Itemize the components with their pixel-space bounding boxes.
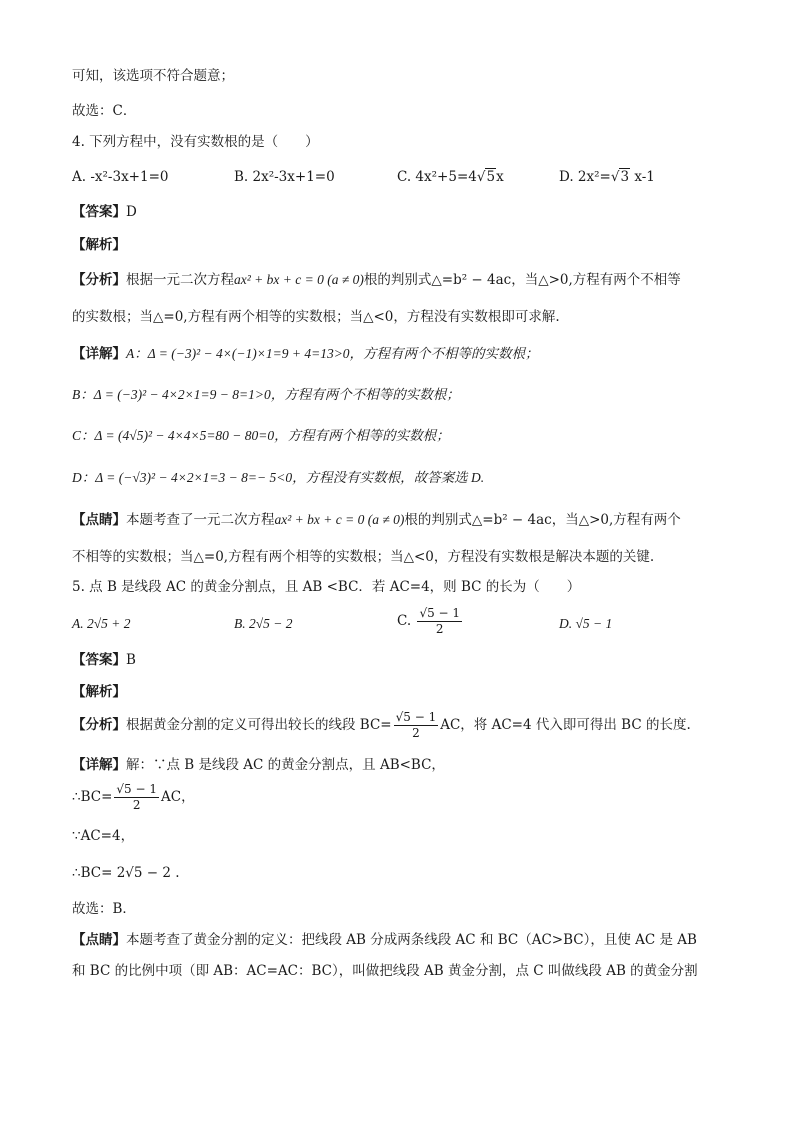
dianjing-text: 本题考查了黄金分割的定义：把线段 AB 分成两条线段 AC 和 BC（AC>BC），且使 AC 是 AB <box>126 932 697 948</box>
fraction-denominator: 2 <box>132 798 141 812</box>
q5-dianjing-line2: 和 BC 的比例中项（即 AB：AC=AC：BC），叫做把线段 AB 黄金分割，点 C 叫做线段 AB 的黄金分割 <box>72 963 698 979</box>
fraction-denominator: 2 <box>435 622 444 636</box>
q5-option-d: D. √5 − 1 <box>559 616 613 631</box>
q4-dianjing-line2: 不相等的实数根；当△=0,方程有两个相等的实数根；当△<0，方程没有实数根是解决本题的关键. <box>72 549 655 565</box>
q4-option-d-pre: D. 2x²= <box>559 169 611 185</box>
q5-option-c <box>397 606 464 637</box>
q4-analysis-heading: 【解析】 <box>72 237 126 253</box>
q4-detail-b: B：Δ = (−3)² − 4×2×1=9 − 8=1>0，方程有两个不相等的实数根； <box>72 387 460 402</box>
question-4-stem: 4. 下列方程中，没有实数根的是（ ） <box>72 134 319 150</box>
answer-value: D <box>126 204 137 220</box>
detail-text: A：Δ = (−3)² − 4×(−1)×1=9 + 4=13>0，方程有两个不相等的实数根； <box>126 346 539 361</box>
q5-detail-4: ∴BC= 2√5 − 2 . <box>72 865 180 881</box>
q4-detail-d: D：Δ = (−√3)² − 4×2×1=3 − 8=− 5<0，方程没有实数根，故答案选 D. <box>72 470 485 485</box>
fenxi-tag: 【分析】 <box>72 272 126 288</box>
q4-detail-c: C：Δ = (4√5)² − 4×4×5=80 − 80=0，方程有两个相等的实数根； <box>72 428 450 443</box>
equation: ax² + bx + c = 0 (a ≠ 0) <box>274 512 405 527</box>
answer-tag: 【答案】 <box>72 652 126 668</box>
detail-text: ∴BC= <box>72 789 113 805</box>
q4-option-c-post: x <box>496 169 504 185</box>
fenxi-tag: 【分析】 <box>72 717 126 733</box>
q5-option-a: A. 2√5 + 2 <box>72 616 131 631</box>
q5-fenxi <box>72 710 691 741</box>
q4-option-c-pre: C. 4x²+5=4 <box>397 169 477 185</box>
q5-dianjing-line1 <box>72 930 697 950</box>
q4-answer <box>72 202 137 222</box>
q4-option-d: D. 2x²=√3 x-1 <box>559 169 655 185</box>
dianjing-tag: 【点睛】 <box>72 932 126 948</box>
q4-fenxi-line1 <box>72 270 681 290</box>
q4-dianjing-line1 <box>72 510 681 530</box>
q4-option-d-radicand: 3 <box>620 169 630 185</box>
dianjing-tag: 【点睛】 <box>72 512 126 528</box>
dianjing-text: 根的判别式△=b² − 4ac，当△>0,方程有两个 <box>404 512 681 528</box>
fraction-denominator: 2 <box>412 726 420 740</box>
q4-option-b: B. 2x²-3x+1=0 <box>234 169 335 185</box>
q4-detail-a <box>72 344 539 364</box>
fraction-numerator: √5 − 1 <box>395 710 437 724</box>
fenxi-text: 根据黄金分割的定义可得出较长的线段 BC= <box>126 717 392 733</box>
q4-fenxi-line2: 的实数根；当△=0,方程有两个相等的实数根；当△<0，方程没有实数根即可求解. <box>72 309 560 325</box>
fraction-numerator: √5 − 1 <box>419 606 461 620</box>
answer-value: B <box>126 652 136 668</box>
fraction-numerator: √5 − 1 <box>116 782 158 796</box>
q5-option-b: B. 2√5 − 2 <box>234 616 293 631</box>
q5-detail-1 <box>72 755 445 775</box>
q5-detail-3: ∵AC=4， <box>72 828 135 844</box>
text-line: 故选：C． <box>72 103 137 119</box>
fenxi-text: 根的判别式△=b² − 4ac，当△>0,方程有两个不相等 <box>363 272 681 288</box>
q4-option-d-post: x-1 <box>630 169 655 185</box>
question-5-stem: 5. 点 B 是线段 AC 的黄金分割点，且 AB <BC．若 AC=4，则 BC 的长为（ ） <box>72 579 581 595</box>
q4-option-c: C. 4x²+5=4√5x <box>397 169 504 185</box>
q5-answer <box>72 650 136 670</box>
text-line: 可知，该选项不符合题意； <box>72 68 234 84</box>
detail-text: 解：∵点 B 是线段 AC 的黄金分割点，且 AB<BC， <box>126 757 445 773</box>
fenxi-text: 根据一元二次方程 <box>126 272 234 288</box>
q4-option-a: A. -x²-3x+1=0 <box>72 169 169 185</box>
answer-tag: 【答案】 <box>72 204 126 220</box>
dianjing-text: 本题考查了一元二次方程 <box>126 512 275 528</box>
detail-text: AC， <box>161 789 195 805</box>
q5-option-c-label: C. <box>397 613 412 629</box>
detail-tag: 【详解】 <box>72 757 126 773</box>
q5-analysis-heading: 【解析】 <box>72 684 126 700</box>
q5-detail-5: 故选：B． <box>72 901 136 917</box>
q4-option-c-radicand: 5 <box>486 169 496 185</box>
detail-tag: 【详解】 <box>72 346 126 362</box>
fenxi-text: AC，将 AC=4 代入即可得出 BC 的长度. <box>440 717 691 733</box>
equation: ax² + bx + c = 0 (a ≠ 0) <box>234 272 364 287</box>
q5-detail-2 <box>72 782 195 813</box>
